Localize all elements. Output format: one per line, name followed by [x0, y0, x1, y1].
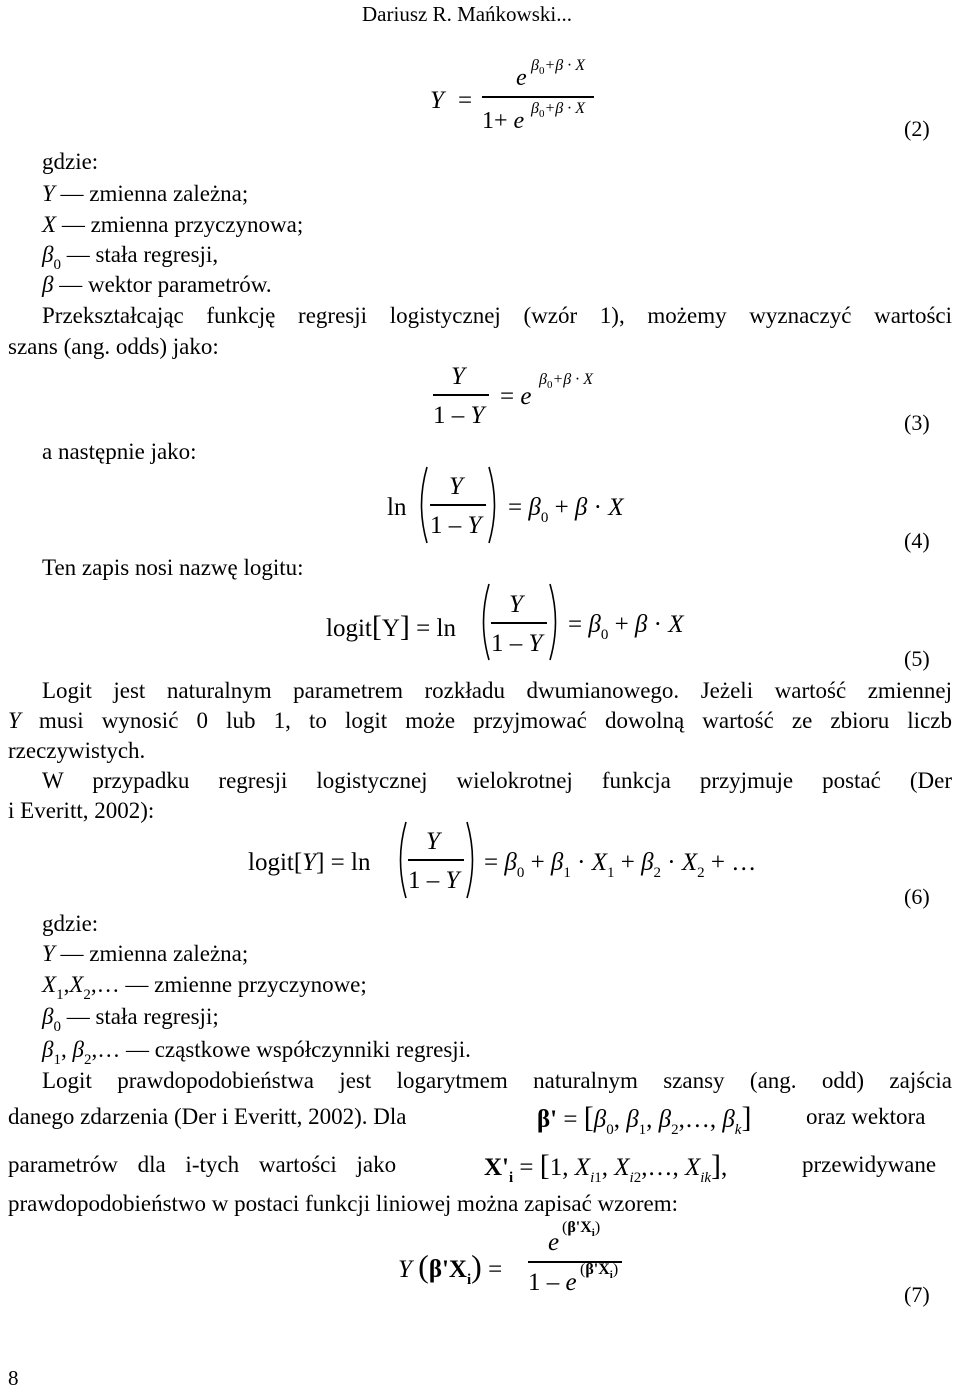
- beta-vector-definition: $\beta' = [\beta_0$, $\beta_1$, $\beta_2,\dots$, $\beta_k$]: [537, 1101, 752, 1138]
- defs2-x: $X_1,X_2,\dots$ — zmienne przyczynowe;: [42, 972, 367, 1003]
- label-ten-zapis: Ten zapis nosi nazwę logitu:: [42, 555, 304, 580]
- para4-line2b: oraz wektora: [806, 1104, 926, 1129]
- defs1-x: X — zmienna przyczynowa;: [42, 212, 304, 237]
- para2-line2: Y musi wynosić 0 lub 1, to logit może przyjmować dowolną wartość ze zbioru liczb: [8, 708, 952, 733]
- para4-line3a: parametrów dla i-tych wartości jako: [8, 1152, 397, 1177]
- para3-line2: i Everitt, 2002):: [8, 798, 155, 823]
- defs1-b0: $\beta_0$ — stała regresji,: [42, 242, 219, 273]
- defs1-gdzie: gdzie:: [42, 149, 99, 174]
- equation-number-7: (7): [904, 1282, 930, 1307]
- defs2-b: $\beta_1$, $\beta_2,\dots$ — cząstkowe współczynniki regresji.: [42, 1037, 471, 1068]
- defs2-y: Y — zmienna zależna;: [42, 941, 249, 966]
- para1-line1: Przekształcając funkcję regresji logistycznej (wzór 1), możemy wyznaczyć wartości: [42, 303, 952, 328]
- equation-number-2: (2): [904, 116, 930, 141]
- equation-number-3: (3): [904, 410, 930, 435]
- defs2-gdzie: gdzie:: [42, 911, 99, 936]
- header-author: Dariusz R. Mańkowski...: [362, 2, 572, 26]
- label-nastepnie: a następnie jako:: [42, 439, 197, 464]
- defs1-b: β — wektor parametrów.: [42, 272, 272, 297]
- para3-line1: W przypadku regresji logistycznej wielokrotnej funkcja przyjmuje postać (Der: [42, 768, 952, 793]
- para1-line2: szans (ang. odds) jako:: [8, 334, 219, 359]
- para2-line3: rzeczywistych.: [8, 738, 146, 763]
- para4-line3b: przewidywane: [802, 1152, 937, 1177]
- equation-number-5: (5): [904, 646, 930, 671]
- equation-number-4: (4): [904, 528, 930, 553]
- defs2-b0: $\beta_0$ — stała regresji;: [42, 1004, 219, 1035]
- para2-line1: Logit jest naturalnym parametrem rozkładu dwumianowego. Jeżeli wartość zmiennej: [42, 678, 952, 703]
- para4-line2a: danego zdarzenia (Der i Everitt, 2002). Dla: [8, 1104, 407, 1129]
- para4-line4: prawdopodobieństwo w postaci funkcji liniowej można zapisać wzorem:: [8, 1191, 679, 1216]
- defs1-y: Y — zmienna zależna;: [42, 181, 249, 206]
- equation-number-6: (6): [904, 884, 930, 909]
- page-number: 8: [8, 1366, 19, 1390]
- x-vector-definition: $X'_i = [1$, $X_{i1}$, $X_{i2},\dots$, $X_{ik}$],: [484, 1149, 728, 1186]
- para4-line1: Logit prawdopodobieństwa jest logarytmem naturalnym szansy (ang. odd) zajścia: [42, 1068, 952, 1093]
